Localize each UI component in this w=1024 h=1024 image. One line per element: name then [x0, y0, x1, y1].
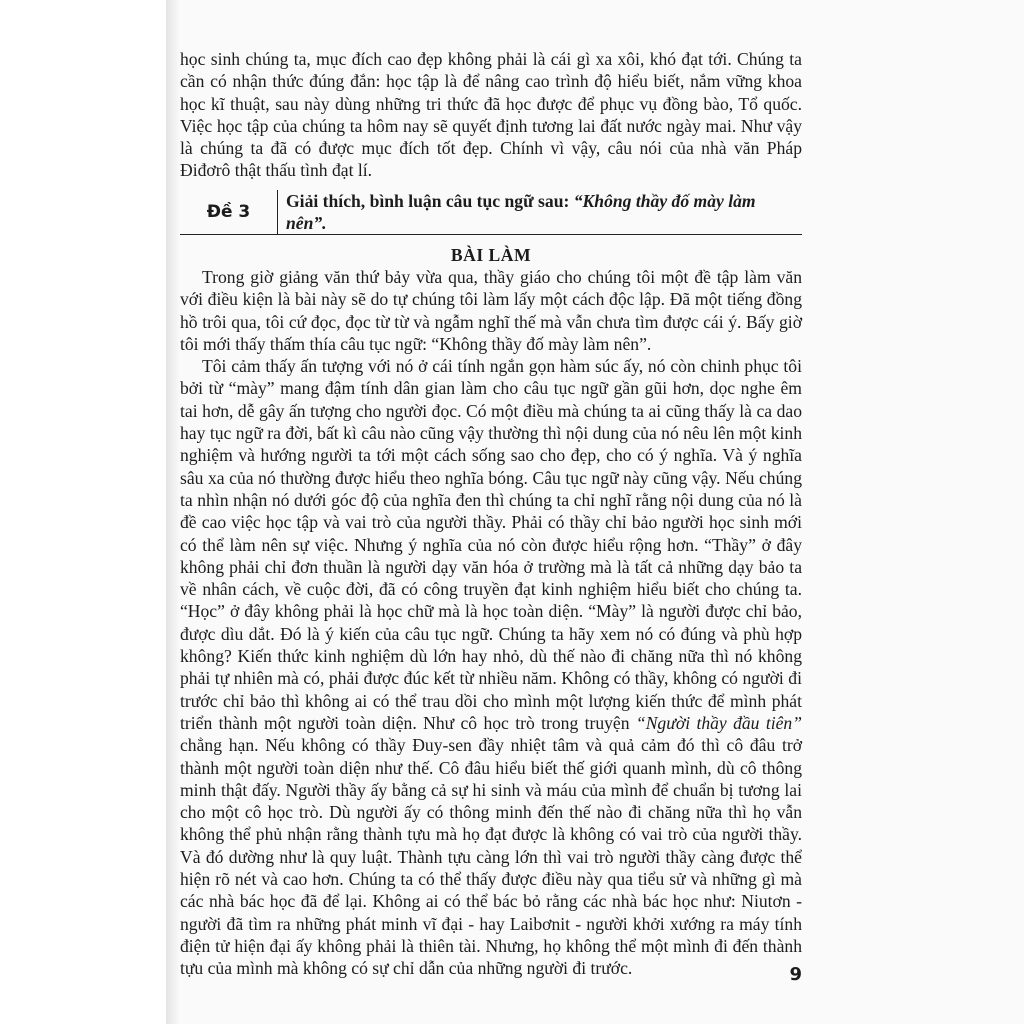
essay-paragraph-2-part-2: chẳng hạn. Nếu không có thầy Đuy-sen đầy nhiệt tâm và quả cảm đó thì cô đâu trở thành một người toàn diện như thế. Cô đâu hiểu biết thế giới quanh mình, dù cô thông minh thật đấy. Người thầy ấy bằng cả sự hi sinh và máu của mình để chuẩn bị tương lai cho một cô học trò. Dù người ấy có thông minh đến thế nào đi chăng nữa thì họ vẫn không thể phủ nhận rằng thành tựu mà họ đạt được là không có vai trò của người thầy. Và đó dường như là quy luật. Thành tựu càng lớn thì vai trò người thầy càng được thể hiện rõ nét và cao hơn. Chúng ta có thể thấy được điều này qua tiểu sử và những gì mà các nhà bác học đã để lại. Không ai có thể bác bỏ rằng các nhà bác học như: Niutơn - người đã tìm ra những phát minh vĩ đại - hay Laibơnit - người khởi xướng ra máy tính điện tử hiện đại ấy không phải là thiên tài. Nhưng, họ không thể một mình đi đến thành tựu của mình mà không có sự chỉ dẫn của những người đi trước.	[180, 735, 802, 979]
exercise-title	[286, 190, 800, 234]
story-title-italic: “Người thầy đầu tiên”	[635, 712, 802, 733]
essay-paragraph-1: Trong giờ giảng văn thứ bảy vừa qua, thầy giáo cho chúng tôi một đề tập làm văn với điều kiện là bài này sẽ do tự chúng tôi làm lấy một cách độc lập. Đã một tiếng đồng hồ trôi qua, tôi cứ đọc, đọc từ từ và ngẫm nghĩ thế mà vẫn chưa tìm được cái ý. Bấy giờ tôi mới thấy thấm thía câu tục ngữ: “Không thầy đố mày làm nên”.	[180, 267, 802, 354]
intro-paragraph	[180, 48, 802, 182]
page-gutter-shadow	[166, 0, 180, 1024]
essay-body	[180, 266, 802, 980]
exercise-title-quote: “Không thầy đố mày làm nên”.	[286, 191, 756, 233]
essay-paragraph-2-part-1: Tôi cảm thấy ấn tượng với nó ở cái tính ngắn gọn hàm súc ấy, nó còn chinh phục tôi bởi từ “mày” mang đậm tính dân gian làm cho câu tục ngữ gần gũi hơn, dọc nghe êm tai hơn, dễ gây ấn tượng cho người đọc. Có một điều mà chúng ta ai cũng thấy là ca dao hay tục ngữ ra đời, bất kì câu nào cũng vậy thường thì nội dung của nó nêu lên một kinh nghiệm và hướng người ta tới một cách sống sao cho đẹp, cho có ý nghĩa. Và ý nghĩa sâu xa của nó thường được hiểu theo nghĩa bóng. Câu tục ngữ này cũng vậy. Nếu chúng ta nhìn nhận nó dưới góc độ của nghĩa đen thì chúng ta chỉ nghĩ rằng nội dung của nó là đề cao việc học tập và vai trò của người thầy. Phải có thầy chỉ bảo người học sinh mới có thể làm nên sự việc. Nhưng ý nghĩa của nó còn được hiểu rộng hơn. “Thầy” ở đây không phải chỉ đơn thuần là người dạy văn hóa ở trường mà là tất cả những dạy bảo ta về nhân cách, về cuộc đời, đã có công truyền đạt kinh nghiệm hiểu biết cho chúng ta. “Học” ở đây không phải là học chữ mà là học toàn diện. “Mày” là người được chỉ bảo, được dìu dắt. Đó là ý kiến của câu tục ngữ. Chúng ta hãy xem nó có đúng và phù hợp không? Kiến thức kinh nghiệm dù lớn hay nhỏ, dù thế nào đi chăng nữa thì nó không phải tự nhiên mà có, phải được đúc kết từ nhiều năm. Không có thầy, không có người đi trước chỉ bảo thì không ai có thể trau dồi cho mình một lượng kiến thức để mình phát triển thành một người toàn diện. Như cô học trò trong truyện	[180, 356, 802, 733]
exercise-label: Đề 3	[180, 190, 278, 234]
page-number: 9	[789, 964, 802, 985]
exercise-header	[180, 190, 802, 235]
section-heading: BÀI LÀM	[450, 245, 532, 265]
intro-paragraph-text: học sinh chúng ta, mục đích cao đẹp không phải là cái gì xa xôi, khó đạt tới. Chúng ta cần có nhận thức đúng đắn: học tập là để nâng cao trình độ hiểu biết, nắm vững khoa học kĩ thuật, sau này dùng những tri thức đã học được để phục vụ đồng bào, Tổ quốc. Việc học tập của chúng ta hôm nay sẽ quyết định tương lai đất nước ngày mai. Như vậy là chúng ta đã có được mục đích tốt đẹp. Chính vì vậy, câu nói của nhà văn Pháp Điđơrô thật thấu tình đạt lí.	[180, 49, 802, 181]
exercise-title-prefix: Giải thích, bình luận câu tục ngữ sau:	[286, 191, 574, 211]
essay-paragraph-2	[180, 355, 802, 979]
